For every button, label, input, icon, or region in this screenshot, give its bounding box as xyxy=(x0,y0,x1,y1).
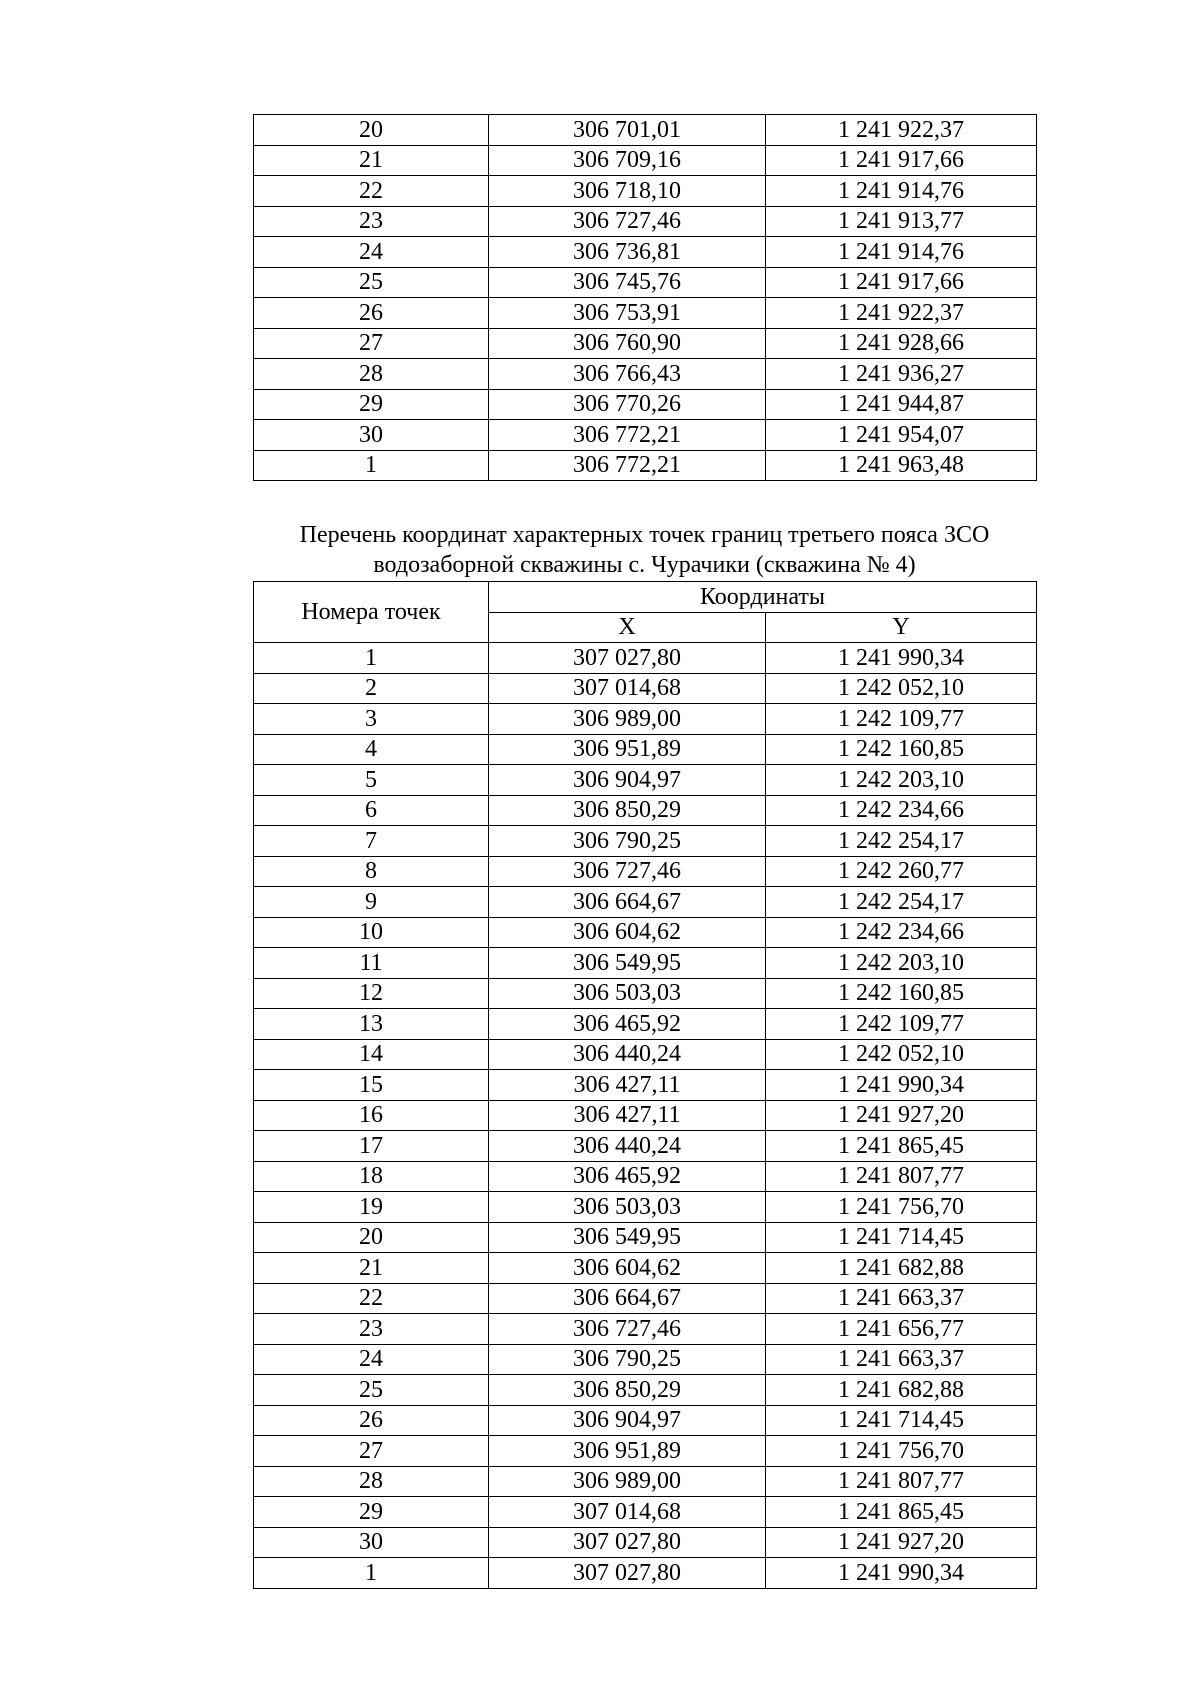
table-row xyxy=(254,420,1037,451)
x-coordinate-cell: 306 760,90 xyxy=(489,328,766,359)
x-coordinate-cell: 307 027,80 xyxy=(489,1527,766,1558)
x-coordinate-cell: 306 465,92 xyxy=(489,1009,766,1040)
table-row xyxy=(254,145,1037,176)
table-row xyxy=(254,206,1037,237)
table-row xyxy=(254,1161,1037,1192)
table-row xyxy=(254,1283,1037,1314)
y-coordinate-cell: 1 241 656,77 xyxy=(766,1314,1037,1345)
x-coordinate-cell: 307 027,80 xyxy=(489,1558,766,1589)
x-coordinate-cell: 306 709,16 xyxy=(489,145,766,176)
table-row xyxy=(254,1039,1037,1070)
table-row xyxy=(254,450,1037,481)
point-number-cell: 12 xyxy=(254,978,489,1009)
y-coordinate-cell: 1 242 109,77 xyxy=(766,704,1037,735)
table-row xyxy=(254,1192,1037,1223)
table-row xyxy=(254,887,1037,918)
coordinates-table-continued xyxy=(253,114,1037,481)
y-coordinate-cell: 1 242 203,10 xyxy=(766,948,1037,979)
y-coordinate-cell: 1 241 714,45 xyxy=(766,1222,1037,1253)
point-number-cell: 30 xyxy=(254,420,489,451)
point-number-cell: 22 xyxy=(254,176,489,207)
coordinates-table-header xyxy=(254,582,1037,643)
y-coordinate-cell: 1 241 913,77 xyxy=(766,206,1037,237)
table-row xyxy=(254,1527,1037,1558)
y-coordinate-cell: 1 241 917,66 xyxy=(766,145,1037,176)
header-point-numbers: Номера точек xyxy=(254,582,489,643)
y-coordinate-cell: 1 241 865,45 xyxy=(766,1497,1037,1528)
y-coordinate-cell: 1 241 922,37 xyxy=(766,298,1037,329)
table-row xyxy=(254,917,1037,948)
point-number-cell: 20 xyxy=(254,115,489,146)
table-row xyxy=(254,1314,1037,1345)
x-coordinate-cell: 306 745,76 xyxy=(489,267,766,298)
y-coordinate-cell: 1 241 954,07 xyxy=(766,420,1037,451)
point-number-cell: 18 xyxy=(254,1161,489,1192)
caption-line-2: водозаборной скважины с. Чурачики (скважина № 4) xyxy=(373,552,916,578)
point-number-cell: 21 xyxy=(254,1253,489,1284)
point-number-cell: 19 xyxy=(254,1192,489,1223)
coordinates-table xyxy=(253,581,1037,1589)
x-coordinate-cell: 306 503,03 xyxy=(489,978,766,1009)
table-row xyxy=(254,1070,1037,1101)
table-row xyxy=(254,1558,1037,1589)
x-coordinate-cell: 306 664,67 xyxy=(489,1283,766,1314)
table-row xyxy=(254,826,1037,857)
y-coordinate-cell: 1 241 682,88 xyxy=(766,1375,1037,1406)
table-row xyxy=(254,389,1037,420)
table-row xyxy=(254,1222,1037,1253)
point-number-cell: 21 xyxy=(254,145,489,176)
point-number-cell: 28 xyxy=(254,359,489,390)
y-coordinate-cell: 1 241 914,76 xyxy=(766,237,1037,268)
point-number-cell: 26 xyxy=(254,298,489,329)
table-row xyxy=(254,704,1037,735)
y-coordinate-cell: 1 241 990,34 xyxy=(766,643,1037,674)
table-row xyxy=(254,643,1037,674)
point-number-cell: 30 xyxy=(254,1527,489,1558)
table-row xyxy=(254,765,1037,796)
y-coordinate-cell: 1 242 052,10 xyxy=(766,1039,1037,1070)
x-coordinate-cell: 307 027,80 xyxy=(489,643,766,674)
x-coordinate-cell: 307 014,68 xyxy=(489,1497,766,1528)
table-row xyxy=(254,1436,1037,1467)
point-number-cell: 2 xyxy=(254,673,489,704)
point-number-cell: 7 xyxy=(254,826,489,857)
x-coordinate-cell: 306 503,03 xyxy=(489,1192,766,1223)
header-y: Y xyxy=(766,612,1037,643)
table-row xyxy=(254,1131,1037,1162)
point-number-cell: 4 xyxy=(254,734,489,765)
y-coordinate-cell: 1 241 936,27 xyxy=(766,359,1037,390)
point-number-cell: 24 xyxy=(254,1344,489,1375)
y-coordinate-cell: 1 241 927,20 xyxy=(766,1100,1037,1131)
x-coordinate-cell: 306 790,25 xyxy=(489,826,766,857)
y-coordinate-cell: 1 241 914,76 xyxy=(766,176,1037,207)
x-coordinate-cell: 306 951,89 xyxy=(489,1436,766,1467)
point-number-cell: 1 xyxy=(254,643,489,674)
table-row xyxy=(254,115,1037,146)
point-number-cell: 29 xyxy=(254,389,489,420)
x-coordinate-cell: 306 440,24 xyxy=(489,1131,766,1162)
point-number-cell: 17 xyxy=(254,1131,489,1162)
table-row xyxy=(254,328,1037,359)
table-row xyxy=(254,734,1037,765)
coordinates-table-body xyxy=(254,643,1037,1589)
y-coordinate-cell: 1 241 663,37 xyxy=(766,1344,1037,1375)
x-coordinate-cell: 306 770,26 xyxy=(489,389,766,420)
point-number-cell: 25 xyxy=(254,267,489,298)
point-number-cell: 26 xyxy=(254,1405,489,1436)
table-row xyxy=(254,176,1037,207)
point-number-cell: 23 xyxy=(254,1314,489,1345)
coordinates-table-continued-body xyxy=(254,115,1037,481)
table-row xyxy=(254,1405,1037,1436)
y-coordinate-cell: 1 242 260,77 xyxy=(766,856,1037,887)
point-number-cell: 22 xyxy=(254,1283,489,1314)
table-row xyxy=(254,298,1037,329)
x-coordinate-cell: 306 427,11 xyxy=(489,1100,766,1131)
x-coordinate-cell: 306 549,95 xyxy=(489,948,766,979)
point-number-cell: 8 xyxy=(254,856,489,887)
point-number-cell: 9 xyxy=(254,887,489,918)
y-coordinate-cell: 1 241 807,77 xyxy=(766,1161,1037,1192)
y-coordinate-cell: 1 241 865,45 xyxy=(766,1131,1037,1162)
y-coordinate-cell: 1 242 254,17 xyxy=(766,826,1037,857)
point-number-cell: 13 xyxy=(254,1009,489,1040)
y-coordinate-cell: 1 241 756,70 xyxy=(766,1192,1037,1223)
x-coordinate-cell: 307 014,68 xyxy=(489,673,766,704)
x-coordinate-cell: 306 850,29 xyxy=(489,1375,766,1406)
x-coordinate-cell: 306 604,62 xyxy=(489,1253,766,1284)
point-number-cell: 27 xyxy=(254,328,489,359)
y-coordinate-cell: 1 241 927,20 xyxy=(766,1527,1037,1558)
y-coordinate-cell: 1 242 234,66 xyxy=(766,795,1037,826)
x-coordinate-cell: 306 727,46 xyxy=(489,206,766,237)
x-coordinate-cell: 306 549,95 xyxy=(489,1222,766,1253)
point-number-cell: 23 xyxy=(254,206,489,237)
point-number-cell: 5 xyxy=(254,765,489,796)
y-coordinate-cell: 1 241 922,37 xyxy=(766,115,1037,146)
point-number-cell: 1 xyxy=(254,450,489,481)
table-caption xyxy=(200,520,1089,580)
table-row xyxy=(254,1497,1037,1528)
point-number-cell: 27 xyxy=(254,1436,489,1467)
x-coordinate-cell: 306 727,46 xyxy=(489,1314,766,1345)
y-coordinate-cell: 1 241 756,70 xyxy=(766,1436,1037,1467)
point-number-cell: 25 xyxy=(254,1375,489,1406)
table-row xyxy=(254,673,1037,704)
y-coordinate-cell: 1 241 944,87 xyxy=(766,389,1037,420)
y-coordinate-cell: 1 241 682,88 xyxy=(766,1253,1037,1284)
table-row xyxy=(254,1009,1037,1040)
x-coordinate-cell: 306 753,91 xyxy=(489,298,766,329)
point-number-cell: 14 xyxy=(254,1039,489,1070)
point-number-cell: 28 xyxy=(254,1466,489,1497)
table-row xyxy=(254,978,1037,1009)
point-number-cell: 6 xyxy=(254,795,489,826)
y-coordinate-cell: 1 242 254,17 xyxy=(766,887,1037,918)
table-row xyxy=(254,795,1037,826)
y-coordinate-cell: 1 241 663,37 xyxy=(766,1283,1037,1314)
x-coordinate-cell: 306 718,10 xyxy=(489,176,766,207)
point-number-cell: 29 xyxy=(254,1497,489,1528)
header-x: X xyxy=(489,612,766,643)
table-row xyxy=(254,267,1037,298)
y-coordinate-cell: 1 241 807,77 xyxy=(766,1466,1037,1497)
x-coordinate-cell: 306 904,97 xyxy=(489,765,766,796)
point-number-cell: 3 xyxy=(254,704,489,735)
table-row xyxy=(254,1466,1037,1497)
point-number-cell: 1 xyxy=(254,1558,489,1589)
header-row xyxy=(254,582,1037,613)
y-coordinate-cell: 1 242 160,85 xyxy=(766,734,1037,765)
x-coordinate-cell: 306 440,24 xyxy=(489,1039,766,1070)
table-row xyxy=(254,948,1037,979)
x-coordinate-cell: 306 427,11 xyxy=(489,1070,766,1101)
x-coordinate-cell: 306 989,00 xyxy=(489,704,766,735)
point-number-cell: 10 xyxy=(254,917,489,948)
point-number-cell: 20 xyxy=(254,1222,489,1253)
y-coordinate-cell: 1 241 990,34 xyxy=(766,1070,1037,1101)
x-coordinate-cell: 306 465,92 xyxy=(489,1161,766,1192)
table-row xyxy=(254,359,1037,390)
table-row xyxy=(254,1344,1037,1375)
y-coordinate-cell: 1 241 917,66 xyxy=(766,267,1037,298)
y-coordinate-cell: 1 241 928,66 xyxy=(766,328,1037,359)
x-coordinate-cell: 306 664,67 xyxy=(489,887,766,918)
x-coordinate-cell: 306 727,46 xyxy=(489,856,766,887)
table-row xyxy=(254,237,1037,268)
y-coordinate-cell: 1 242 203,10 xyxy=(766,765,1037,796)
x-coordinate-cell: 306 989,00 xyxy=(489,1466,766,1497)
table-row xyxy=(254,1375,1037,1406)
y-coordinate-cell: 1 242 052,10 xyxy=(766,673,1037,704)
y-coordinate-cell: 1 242 109,77 xyxy=(766,1009,1037,1040)
y-coordinate-cell: 1 242 234,66 xyxy=(766,917,1037,948)
y-coordinate-cell: 1 241 990,34 xyxy=(766,1558,1037,1589)
header-coordinates: Координаты xyxy=(489,582,1037,613)
x-coordinate-cell: 306 951,89 xyxy=(489,734,766,765)
point-number-cell: 24 xyxy=(254,237,489,268)
y-coordinate-cell: 1 241 963,48 xyxy=(766,450,1037,481)
x-coordinate-cell: 306 772,21 xyxy=(489,450,766,481)
x-coordinate-cell: 306 766,43 xyxy=(489,359,766,390)
x-coordinate-cell: 306 850,29 xyxy=(489,795,766,826)
caption-line-1: Перечень координат характерных точек границ третьего пояса ЗСО xyxy=(299,522,990,548)
point-number-cell: 16 xyxy=(254,1100,489,1131)
x-coordinate-cell: 306 736,81 xyxy=(489,237,766,268)
x-coordinate-cell: 306 904,97 xyxy=(489,1405,766,1436)
table-row xyxy=(254,856,1037,887)
table-row xyxy=(254,1253,1037,1284)
y-coordinate-cell: 1 242 160,85 xyxy=(766,978,1037,1009)
point-number-cell: 11 xyxy=(254,948,489,979)
x-coordinate-cell: 306 790,25 xyxy=(489,1344,766,1375)
x-coordinate-cell: 306 701,01 xyxy=(489,115,766,146)
table-row xyxy=(254,1100,1037,1131)
x-coordinate-cell: 306 772,21 xyxy=(489,420,766,451)
point-number-cell: 15 xyxy=(254,1070,489,1101)
x-coordinate-cell: 306 604,62 xyxy=(489,917,766,948)
y-coordinate-cell: 1 241 714,45 xyxy=(766,1405,1037,1436)
